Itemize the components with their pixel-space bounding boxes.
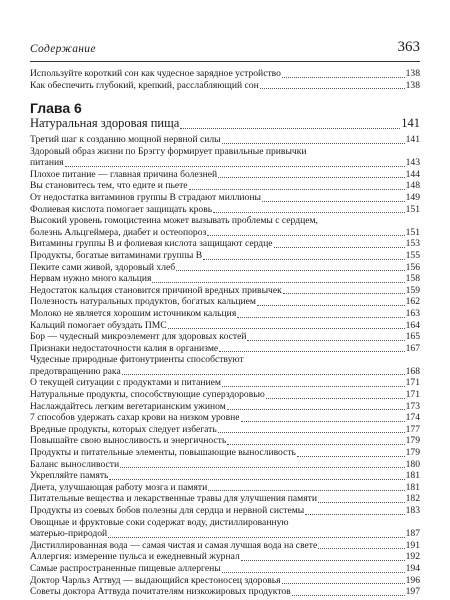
- toc-entry[interactable]: [30, 401, 420, 413]
- toc-entry[interactable]: [30, 389, 420, 401]
- toc-entry-title: Недостаток кальция становится причиной вредных привычек: [30, 284, 282, 296]
- toc-entry-title: Питательные вещества и лекарственные травы для улучшения памяти: [30, 493, 317, 505]
- leader-dots: [297, 456, 405, 457]
- leader-dots: [213, 212, 404, 213]
- header-rule: [30, 61, 420, 62]
- toc-entry-page: 141: [405, 134, 420, 145]
- toc-entry[interactable]: [30, 169, 420, 181]
- leader-dots: [122, 374, 405, 375]
- running-header: [30, 40, 420, 60]
- toc-entry[interactable]: [30, 493, 420, 505]
- toc-entry-title: Кальций помогает обуздать ПМС: [30, 319, 167, 331]
- toc-entry[interactable]: [30, 68, 420, 80]
- toc-entry[interactable]: [30, 482, 420, 494]
- toc-entry-title: питания: [30, 157, 64, 169]
- toc-entry-page: 143: [405, 157, 420, 169]
- toc-entry-title: Дистиллированная вода — самая чистая и самая лучшая вода на свете: [30, 539, 318, 551]
- leader-dots: [241, 421, 405, 422]
- leader-dots: [219, 351, 404, 352]
- toc-entry-title: Доктор Чарльз Аттвуд — выдающийся крестоносец здоровья: [30, 574, 281, 586]
- toc-entry-title: Молоко не является хорошим источником кальция: [30, 307, 237, 319]
- leader-dots: [257, 305, 405, 306]
- toc-entry[interactable]: [30, 180, 420, 192]
- toc-entry-title: Баланс выносливости: [30, 458, 120, 470]
- toc-entry-page: 168: [405, 365, 420, 377]
- toc-entry[interactable]: [30, 192, 420, 204]
- toc-entry-title: Продукты и питательные элементы, повышающие выносливость: [30, 447, 296, 459]
- toc-entry-title: Аллергия: измерение пульса и ежедневный журнал: [30, 551, 240, 563]
- toc-entry-page: 181: [405, 470, 420, 482]
- toc-entry[interactable]: [30, 285, 420, 297]
- toc-entry[interactable]: [30, 215, 420, 238]
- toc-entry-title: матерью-природой: [30, 528, 108, 540]
- leader-dots: [305, 514, 404, 515]
- toc-entry-title: Советы доктора Аттвуда почитателям низкожировых продуктов: [30, 586, 291, 598]
- chapter-title: Натуральная здоровая пища: [30, 116, 180, 130]
- toc-entry-page: 149: [405, 191, 420, 203]
- toc-entry-page: 187: [405, 528, 420, 540]
- toc-entry[interactable]: [30, 447, 420, 459]
- toc-entry-title-line: Высокий уровень гомоцистеина может вызывать проблемы с сердцем,: [30, 215, 318, 227]
- toc-entry[interactable]: [30, 320, 420, 332]
- toc-entry[interactable]: [30, 505, 420, 517]
- toc-entry[interactable]: [30, 540, 420, 552]
- leader-dots: [152, 282, 404, 283]
- leader-dots: [218, 177, 405, 178]
- toc-entry-title: Продукты, богатые витаминами группы В: [30, 249, 203, 261]
- leader-dots: [176, 270, 404, 271]
- leader-dots: [120, 467, 405, 468]
- toc-entry-title: Витамины группы В и фолиевая кислота защищают сердце: [30, 238, 273, 250]
- toc-entry-title: Полезность натуральных продуктов, богатых кальцием: [30, 296, 256, 308]
- chapter-label: Глава 6: [30, 100, 82, 116]
- toc-entry-title: 7 способов удержать сахар крови на низком уровне: [30, 412, 240, 424]
- toc-entry-page: 138: [405, 68, 420, 79]
- toc-entry-title: Повышайте свою выносливость и энергичность: [30, 435, 227, 447]
- toc-entry-title: От недостатка витаминов группы В страдают миллионы: [30, 191, 261, 203]
- toc-entry-page: 153: [405, 238, 420, 250]
- toc-entry-title: Пеките сами живой, здоровый хлеб: [30, 261, 176, 273]
- toc-entry-page: 151: [405, 226, 420, 238]
- chapter-title-row[interactable]: [30, 116, 420, 131]
- toc-entry-page: 144: [405, 168, 420, 180]
- toc-entry-page: 164: [405, 319, 420, 331]
- toc-entry-page: 179: [405, 447, 420, 459]
- toc-entry[interactable]: [30, 273, 420, 285]
- leader-dots: [260, 88, 405, 89]
- leader-dots: [266, 398, 405, 399]
- toc-entry[interactable]: [30, 563, 420, 575]
- toc-entry[interactable]: [30, 517, 420, 540]
- toc-entry-title: Фолиевая кислота помогает защищать кровь: [30, 203, 213, 215]
- toc-entry-page: 192: [405, 551, 420, 563]
- toc-entry[interactable]: [30, 586, 420, 598]
- leader-dots: [222, 143, 405, 144]
- leader-dots: [292, 595, 405, 596]
- toc-entry-page: 196: [405, 574, 420, 586]
- toc-entry[interactable]: [30, 134, 420, 146]
- leader-dots: [222, 572, 405, 573]
- leader-dots: [227, 444, 404, 445]
- toc-entry-title: Диета, улучшающая работу мозга и памяти: [30, 481, 208, 493]
- section-title: Содержание: [30, 43, 96, 55]
- page-number: 363: [397, 39, 420, 55]
- toc-entry[interactable]: [30, 146, 420, 169]
- toc-entry-title: Как обеспечить глубокий, крепкий, расслабляющий сон: [30, 79, 259, 91]
- toc-entry-title: болезнь Альцгеймера, диабет и остеопороз: [30, 226, 207, 238]
- toc-entry-title: Самые распространенные пищевые аллергены: [30, 562, 221, 574]
- toc-entry-page: 179: [405, 435, 420, 447]
- toc-entry[interactable]: [30, 308, 420, 320]
- toc-entry-page: 191: [405, 539, 420, 551]
- toc-entry[interactable]: [30, 343, 420, 355]
- toc-entry-page: 173: [405, 400, 420, 412]
- chapter-page: 141: [401, 116, 420, 130]
- toc-entry[interactable]: [30, 412, 420, 424]
- leader-dots: [108, 537, 404, 538]
- toc-entry-page: 165: [405, 331, 420, 343]
- toc-entry[interactable]: [30, 424, 420, 436]
- toc-entry-page: 163: [405, 307, 420, 319]
- toc-entry-page: 151: [405, 203, 420, 215]
- toc-entry-title: Укрепляйте память: [30, 470, 109, 482]
- toc-entry-title: Плохое питание — главная причина болезней: [30, 168, 218, 180]
- toc-entry-page: 174: [405, 412, 420, 424]
- leader-dots: [241, 560, 405, 561]
- toc-entry[interactable]: [30, 80, 420, 92]
- toc-entry[interactable]: [30, 262, 420, 274]
- leader-dots: [207, 235, 404, 236]
- leader-dots: [262, 201, 405, 202]
- toc-entry-title: Продукты из соевых бобов полезны для сердца и нервной системы: [30, 505, 305, 516]
- toc-entry-page: 180: [405, 458, 420, 470]
- toc-entry[interactable]: [30, 575, 420, 587]
- leader-dots: [168, 328, 405, 329]
- toc-entry[interactable]: [30, 204, 420, 216]
- leader-dots: [282, 77, 405, 78]
- leader-dots: [274, 247, 405, 248]
- toc-entry-title: Используйте короткий сон как чудесное зарядное устройство: [30, 68, 281, 79]
- toc-entry[interactable]: [30, 250, 420, 262]
- toc-entry-title: Признаки недостаточности калия в организме: [30, 342, 219, 354]
- toc-entries: [30, 134, 420, 598]
- toc-entry-title: Третий шаг к созданию мощной нервной силы: [30, 134, 221, 145]
- toc-entry-page: 159: [405, 284, 420, 296]
- toc-entry-page: 177: [405, 423, 420, 435]
- toc-top-entries: [30, 68, 420, 91]
- toc-entry-title: Вредные продукты, которых следует избегать: [30, 423, 217, 435]
- toc-entry-title: Нервам нужно много кальция: [30, 273, 152, 285]
- toc-entry[interactable]: [30, 238, 420, 250]
- leader-dots: [109, 479, 404, 480]
- toc-entry-page: 171: [405, 389, 420, 401]
- toc-entry-page: 138: [405, 79, 420, 91]
- toc-entry-title-line: Овощные и фруктовые соки содержат воду, дистиллированную: [30, 516, 289, 528]
- toc-entry-title: Наслаждайтесь легким вегетарианским ужином: [30, 400, 226, 412]
- toc-entry[interactable]: [30, 377, 420, 389]
- toc-entry-title: предотвращению рака: [30, 365, 121, 377]
- toc-entry-page: 182: [405, 493, 420, 505]
- leader-dots: [203, 259, 404, 260]
- toc-entry-page: 156: [405, 261, 420, 273]
- toc-entry-page: 183: [405, 505, 420, 516]
- toc-entry[interactable]: [30, 470, 420, 482]
- toc-entry-page: 171: [405, 377, 420, 389]
- leader-dots: [283, 293, 405, 294]
- toc-entry[interactable]: [30, 459, 420, 471]
- toc-entry[interactable]: [30, 331, 420, 343]
- toc-entry-page: 155: [405, 249, 420, 261]
- toc-entry-title: Вы становитесь тем, что едите и пьете: [30, 180, 188, 192]
- toc-entry-page: 167: [405, 342, 420, 354]
- toc-entry-title-line: Здоровый образ жизни по Брэггу формирует правильные привычки: [30, 145, 307, 157]
- leader-dots: [208, 490, 404, 491]
- leader-dots: [218, 432, 405, 433]
- toc-entry[interactable]: [30, 435, 420, 447]
- toc-entry[interactable]: [30, 354, 420, 377]
- toc-entry-page: 194: [405, 562, 420, 574]
- toc-entry-page: 158: [405, 273, 420, 285]
- toc-entry-title-line: Чудесные природные фитонутриенты способствуют: [30, 354, 244, 366]
- toc-entry-page: 148: [405, 180, 420, 192]
- toc-entry-title: Бор — чудесный микроэлемент для здоровых костей: [30, 331, 247, 343]
- leader-dots: [282, 583, 405, 584]
- toc-entry-page: 162: [405, 296, 420, 308]
- leader-dots: [222, 386, 405, 387]
- toc-entry[interactable]: [30, 296, 420, 308]
- toc-entry-title: О текущей ситуации с продуктами и питанием: [30, 377, 221, 389]
- toc-entry-page: 181: [405, 481, 420, 493]
- toc-entry-page: 197: [405, 586, 420, 598]
- leader-dots: [318, 548, 404, 549]
- leader-dots: [247, 340, 404, 341]
- leader-dots: [180, 128, 400, 129]
- leader-dots: [318, 502, 405, 503]
- leader-dots: [189, 189, 405, 190]
- toc-entry[interactable]: [30, 551, 420, 563]
- toc-entry-title: Натуральные продукты, способствующие суперздоровью: [30, 389, 265, 401]
- leader-dots: [65, 166, 405, 167]
- leader-dots: [227, 409, 405, 410]
- leader-dots: [237, 317, 404, 318]
